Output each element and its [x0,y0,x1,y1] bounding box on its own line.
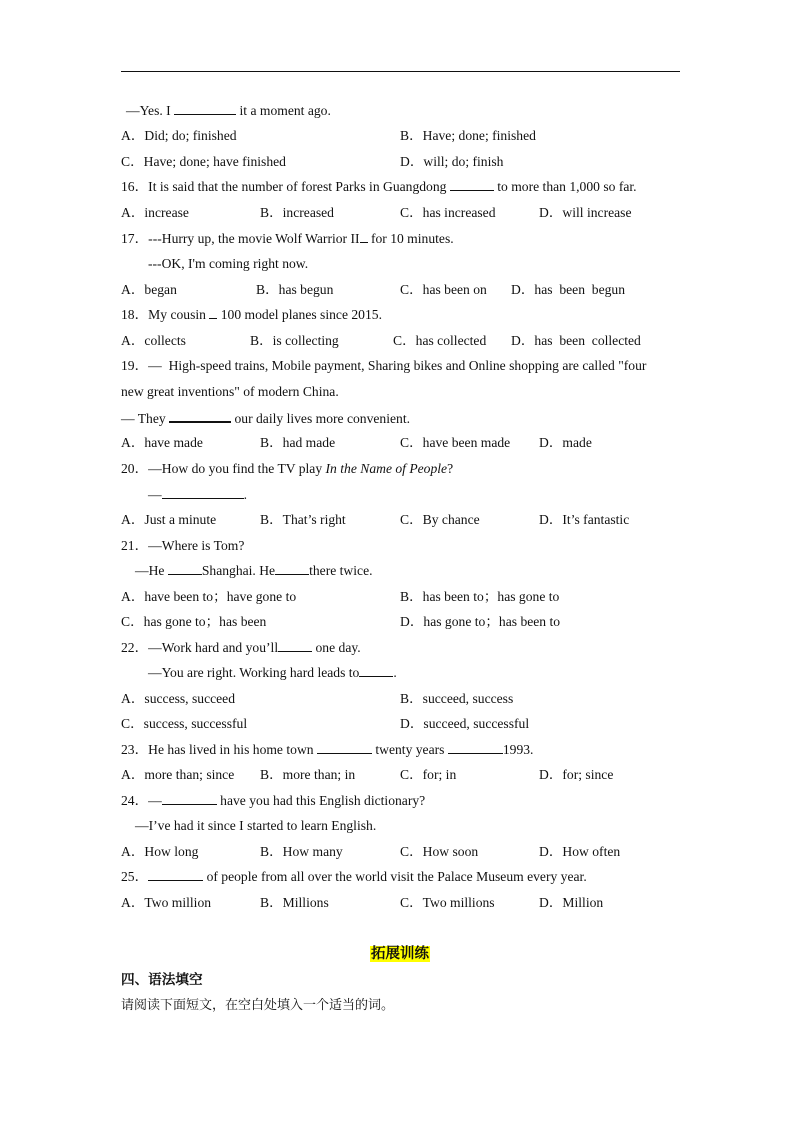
q20-option-c: C．By chance [400,512,480,527]
q19-option-c: C．have been made [400,435,511,450]
q22-stem: 22．—Work hard and you’ll one day. [121,640,361,655]
q23-option-b: B．more than; in [260,767,356,782]
q15-option-b: B．Have; done; finished [400,128,536,143]
blank [448,741,503,754]
section-banner: 拓展训练 [371,946,429,962]
blank [278,639,312,652]
q15-option-d: D．will; do; finish [400,154,504,169]
blank [360,230,368,243]
q23-option-d: D．for; since [539,767,614,782]
q24-option-d: D．How often [539,844,621,859]
section-title: 四、语法填空 [121,972,203,988]
q19-option-d: D．made [539,435,592,450]
q21-option-a: A．have been to；have gone to [121,589,297,604]
blank [174,102,236,115]
q19-option-a: A．have made [121,435,203,450]
q22-option-b: B．succeed, success [400,691,514,706]
q24-stem: 24．— have you had this English dictionary? [121,793,426,808]
q24-option-b: B．How many [260,844,343,859]
blank [162,486,244,499]
q16-option-b: B．increased [260,205,334,220]
q25-option-b: B．Millions [260,895,329,910]
q15-option-c: C．Have; done; have finished [121,154,286,169]
q20-option-a: A．Just a minute [121,512,217,527]
blank [359,664,393,677]
q16-stem: 16．It is said that the number of forest Parks in Guangdong to more than 1,000 so far. [121,179,637,194]
q20-option-b: B．That’s right [260,512,346,527]
q18-option-b: B．is collecting [250,333,339,348]
q21-reply: —He Shanghai. He there twice. [135,563,373,578]
header-rule [121,71,680,72]
blank [450,178,494,191]
q20-reply: — . [148,487,247,502]
q25-option-d: D．Million [539,895,604,910]
q24-option-c: C．How soon [400,844,479,859]
q21-option-c: C．has gone to；has been [121,614,267,629]
q24-reply: —I’ve had it since I started to learn English. [135,818,377,833]
q17-option-a: A．began [121,282,177,297]
blank [317,741,372,754]
section-instruction: 请阅读下面短文，在空白处填入一个适当的词。 [121,998,395,1013]
blank [275,562,309,575]
q18-option-c: C．has collected [393,333,487,348]
q16-option-c: C．has increased [400,205,496,220]
q20-option-d: D．It’s fantastic [539,512,630,527]
q23-stem: 23．He has lived in his home town twenty years 1993. [121,742,534,757]
q16-option-d: D．will increase [539,205,632,220]
q25-option-c: C．Two millions [400,895,495,910]
blank [168,562,202,575]
q17-option-c: C．has been on [400,282,487,297]
q24-option-a: A．How long [121,844,199,859]
q25-option-a: A．Two million [121,895,212,910]
q23-option-a: A．more than; since [121,767,235,782]
q19-reply: — They our daily lives more convenient. [121,411,411,426]
q18-option-d: D．has been collected [511,333,641,348]
q18-option-a: A．collects [121,333,186,348]
q15-answer-line: —Yes. I it a moment ago. [126,103,331,118]
q16-option-a: A．increase [121,205,189,220]
q19-stem-line1: 19．— High-speed trains, Mobile payment, Sharing bikes and Online shopping are called "four [121,358,647,373]
blank [162,792,217,805]
q19-stem-line2: new great inventions" of modern China. [121,384,339,399]
blank [148,868,203,881]
q22-option-c: C．success, successful [121,716,248,731]
q17-stem: 17．---Hurry up, the movie Wolf Warrior II for 10 minutes. [121,231,454,246]
q17-option-b: B．has begun [256,282,334,297]
blank [169,409,231,423]
q22-reply: —You are right. Working hard leads to . [148,665,397,680]
q21-option-b: B．has been to；has gone to [400,589,560,604]
q22-option-a: A．success, succeed [121,691,235,706]
q22-option-d: D．succeed, successful [400,716,530,731]
q19-option-b: B．had made [260,435,336,450]
q25-stem: 25． of people from all over the world visit the Palace Museum every year. [121,869,587,884]
q21-stem: 21．—Where is Tom? [121,538,245,553]
q15-option-a: A．Did; do; finished [121,128,237,143]
q18-stem: 18．My cousin 100 model planes since 2015. [121,307,382,322]
q17-option-d: D．has been begun [511,282,626,297]
q17-reply: ---OK, I'm coming right now. [148,256,309,271]
q20-stem: 20．—How do you find the TV play In the Name of People? [121,461,454,476]
q23-option-c: C．for; in [400,767,457,782]
q21-option-d: D．has gone to；has been to [400,614,561,629]
